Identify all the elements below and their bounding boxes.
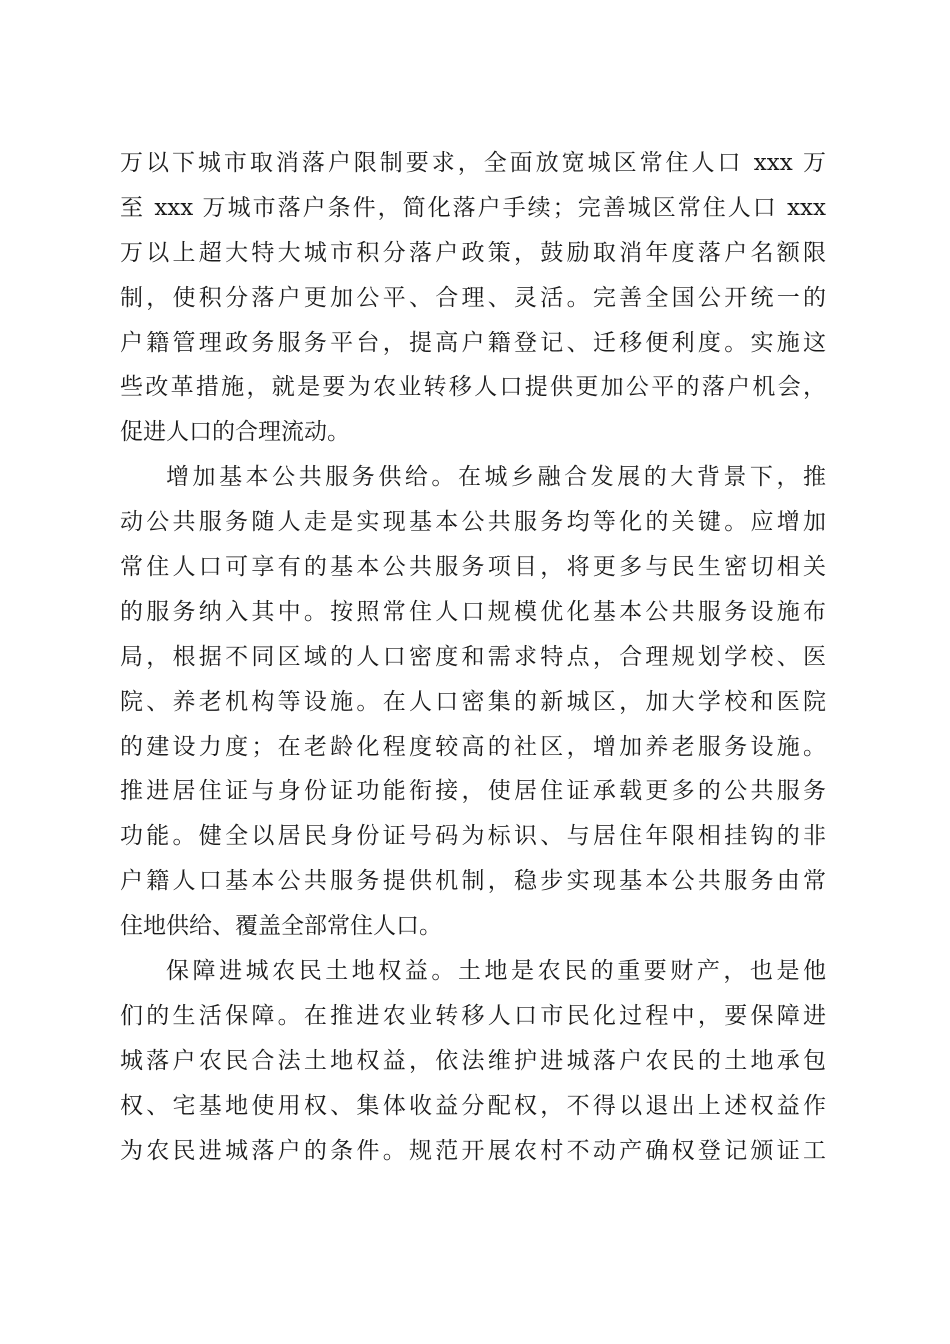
- text-line: 局，根据不同区域的人口密度和需求特点，合理规划学校、医: [120, 643, 826, 670]
- text-line: 户籍人口基本公共服务提供机制，稳步实现基本公共服务由常: [120, 868, 826, 895]
- text-line: 城落户农民合法土地权益，依法维护进城落户农民的土地承包: [120, 1047, 826, 1074]
- text-line: 促进人口的合理流动。: [120, 419, 350, 446]
- text-line: 保障进城农民土地权益。土地是农民的重要财产，也是他: [166, 958, 826, 985]
- text-line: 的建设力度；在老龄化程度较高的社区，增加养老服务设施。: [120, 733, 826, 760]
- text-line: 们的生活保障。在推进农业转移人口市民化过程中，要保障进: [120, 1002, 826, 1029]
- text-line: 推进居住证与身份证功能衔接，使居住证承载更多的公共服务: [120, 778, 826, 805]
- document-body: [120, 141, 826, 1173]
- paragraph-3: [120, 949, 826, 1173]
- paragraph-1: [120, 141, 826, 455]
- text-line: 院、养老机构等设施。在人口密集的新城区，加大学校和医院: [120, 688, 826, 715]
- text-line: 住地供给、覆盖全部常住人口。: [120, 913, 442, 940]
- text-line: 些改革措施，就是要为农业转移人口提供更加公平的落户机会，: [120, 374, 826, 401]
- text-line: 常住人口可享有的基本公共服务项目，将更多与民生密切相关: [120, 554, 826, 581]
- text-line: 万以下城市取消落户限制要求，全面放宽城区常住人口 xxx 万: [120, 150, 826, 176]
- text-line: 制，使积分落户更加公平、合理、灵活。完善全国公开统一的: [120, 284, 826, 311]
- text-line: 的服务纳入其中。按照常住人口规模优化基本公共服务设施布: [120, 598, 826, 625]
- text-line: 为农民进城落户的条件。规范开展农村不动产确权登记颁证工: [120, 1137, 826, 1164]
- paragraph-2: [120, 455, 826, 949]
- text-line: 权、宅基地使用权、集体收益分配权，不得以退出上述权益作: [120, 1092, 826, 1119]
- text-line: 户籍管理政务服务平台，提高户籍登记、迁移便利度。实施这: [120, 329, 826, 356]
- text-line: 功能。健全以居民身份证号码为标识、与居住年限相挂钩的非: [120, 823, 826, 850]
- text-line: 动公共服务随人走是实现基本公共服务均等化的关键。应增加: [120, 509, 826, 536]
- text-line: 万以上超大特大城市积分落户政策，鼓励取消年度落户名额限: [120, 239, 826, 266]
- text-line: 增加基本公共服务供给。在城乡融合发展的大背景下，推: [166, 464, 826, 491]
- text-line: 至 xxx 万城市落户条件，简化落户手续；完善城区常住人口 xxx: [120, 194, 826, 221]
